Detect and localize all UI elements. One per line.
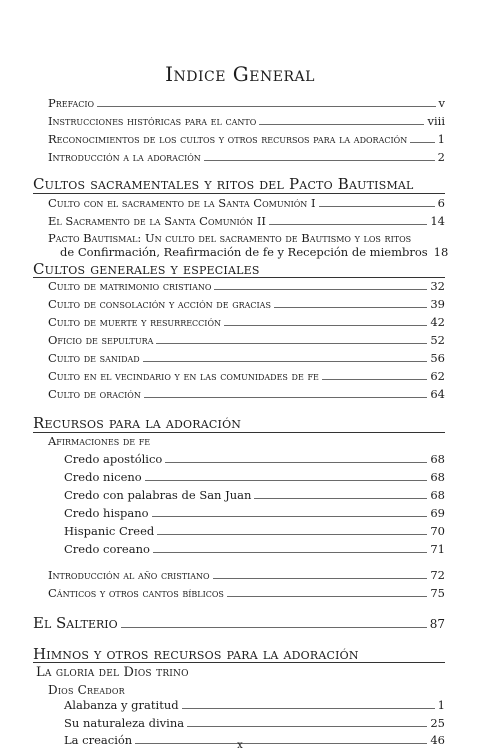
toc-page-number: 2 [437,150,445,164]
subsection-heading-gloria: La gloria del Dios trino [36,665,189,680]
toc-page-number: 69 [430,506,445,520]
toc-entry-credo-coreano[interactable] [64,543,445,556]
toc-page-number: 42 [430,315,445,329]
toc-entry-label: Culto de sanidad [48,351,140,365]
toc-entry-hispanic-creed[interactable] [64,525,445,538]
dot-leader [145,480,428,481]
toc-entry-label: Culto con el sacramento de la Santa Comunión I [48,196,316,210]
dot-leader [319,206,435,207]
toc-page-number: 87 [429,617,445,631]
subsection-heading-dios-creador: Dios Creador [48,683,125,697]
toc-page-number: 70 [430,524,445,538]
toc-page-number: 56 [430,351,445,365]
toc-entry-label: Reconocimientos de los cultos y otros recursos para la adoración [48,132,408,146]
toc-entry-prefacio[interactable] [48,97,445,110]
toc-page-number: 68 [430,488,445,502]
dot-leader [143,361,428,362]
section-heading-generales: Cultos generales y especiales [33,260,260,278]
toc-page-number: 1 [437,698,445,712]
toc-page-number: 64 [430,387,445,401]
toc-entry-introduccion[interactable] [48,151,445,164]
toc-entry-ano-cristiano[interactable] [48,569,445,582]
toc-entry-label: La creación [64,733,133,747]
toc-entry-credo-hispano[interactable] [64,507,445,520]
dot-leader [224,325,427,326]
toc-entry-label: Credo coreano [64,542,150,556]
toc-entry-label: El Sacramento de la Santa Comunión II [48,214,266,228]
toc-entry-consolacion[interactable] [48,298,445,311]
dot-leader [187,726,427,727]
dot-leader [152,516,428,517]
section-rule [33,277,445,278]
section-rule [33,432,445,433]
toc-entry-instrucciones[interactable] [48,115,445,128]
toc-entry-salterio[interactable] [33,614,445,632]
toc-entry-comunion-1[interactable] [48,197,445,210]
toc-entry-credo-apostolico[interactable] [64,453,445,466]
subsection-heading-afirmaciones [48,435,445,448]
dot-leader [156,343,427,344]
toc-page-number: 68 [430,470,445,484]
toc-entry-label: Credo niceno [64,470,142,484]
dot-leader [214,289,427,290]
toc-entry-credo-san-juan[interactable] [64,489,445,502]
section-rule [33,662,445,663]
toc-entry-canticos[interactable] [48,587,445,600]
dot-leader [259,124,424,125]
toc-page-number: 62 [430,369,445,383]
toc-entry-label: Credo hispano [64,506,149,520]
toc-entry-label: Prefacio [48,96,95,110]
dot-leader [269,224,427,225]
toc-entry-sanidad[interactable] [48,352,445,365]
toc-page-number: 18 [433,245,449,259]
dot-leader [144,397,427,398]
toc-entry-label: Culto en el vecindario y en las comunidades de fe [48,369,319,383]
dot-leader [322,379,428,380]
toc-page-number: 1 [437,132,445,146]
section-heading-himnos: Himnos y otros recursos para la adoración [33,645,359,663]
toc-entry-label: Alabanza y gratitud [64,698,179,712]
toc-entry-vecindario[interactable] [48,370,445,383]
dot-leader [227,596,427,597]
toc-page-number: 14 [430,214,445,228]
toc-entry-label: Oficio de sepultura [48,333,154,347]
section-heading-recursos: Recursos para la adoración [33,414,242,432]
toc-page-number: 72 [430,568,445,582]
toc-entry-label: de Confirmación, Reafirmación de fe y Recepción de miembros [60,245,428,259]
dot-leader [157,534,427,535]
dot-leader [254,498,427,499]
toc-entry-label: El Salterio [33,614,118,632]
dot-leader [410,142,434,143]
toc-entry-label: Credo con palabras de San Juan [64,488,252,502]
dot-leader [97,106,435,107]
dot-leader [204,160,435,161]
page-title: Indice General [165,62,315,86]
toc-entry-naturaleza-divina[interactable] [64,717,445,730]
page-folio: x [237,740,243,751]
toc-entry-comunion-2[interactable] [48,215,445,228]
toc-page-number: 39 [430,297,445,311]
toc-page-number: 68 [430,452,445,466]
toc-page-number: 6 [437,196,445,210]
toc-entry-label: Culto de oración [48,387,141,401]
toc-entry-credo-niceno[interactable] [64,471,445,484]
dot-leader [213,578,428,579]
toc-entry-label: Culto de consolación y acción de gracias [48,297,271,311]
section-rule [33,193,445,194]
toc-entry-label: Credo apostólico [64,452,163,466]
subsection-label: Afirmaciones de fe [48,434,151,448]
toc-entry-label: Culto de matrimonio cristiano [48,279,212,293]
toc-entry-reconocimientos[interactable] [48,133,445,146]
dot-leader [274,307,427,308]
toc-entry-matrimonio[interactable] [48,280,445,293]
dot-leader [182,708,435,709]
toc-page-number: 46 [430,733,445,747]
dot-leader [121,627,427,628]
toc-entry-label: Su naturaleza divina [64,716,185,730]
toc-entry-label: Pacto Bautismal: Un culto del sacramento de Bautismo y los ritos [48,231,412,245]
toc-entry-oracion[interactable] [48,388,445,401]
toc-page-number: viii [427,114,445,128]
toc-entry-label: Instrucciones históricas para el canto [48,114,257,128]
toc-entry-sepultura[interactable] [48,334,445,347]
toc-page-number: 52 [430,333,445,347]
toc-entry-label: Introducción a la adoración [48,150,201,164]
toc-entry-label: Culto de muerte y resurrección [48,315,222,329]
toc-entry-alabanza[interactable] [64,699,445,712]
toc-entry-label: Hispanic Creed [64,524,155,538]
toc-page-number: 32 [430,279,445,293]
toc-entry-label: Cánticos y otros cantos bíblicos [48,586,224,600]
toc-page-number: 71 [430,542,445,556]
dot-leader [165,462,427,463]
toc-page-number: v [438,96,445,110]
toc-entry-label: Introducción al año cristiano [48,568,210,582]
toc-entry-pacto-bautismal-line1[interactable] [48,232,445,245]
section-heading-sacramentales: Cultos sacramentales y ritos del Pacto Bautismal [33,175,414,193]
toc-entry-pacto-bautismal-line2[interactable] [60,245,449,259]
toc-page-number: 75 [430,586,445,600]
dot-leader [153,552,427,553]
toc-page-number: 25 [430,716,445,730]
toc-entry-muerte[interactable] [48,316,445,329]
